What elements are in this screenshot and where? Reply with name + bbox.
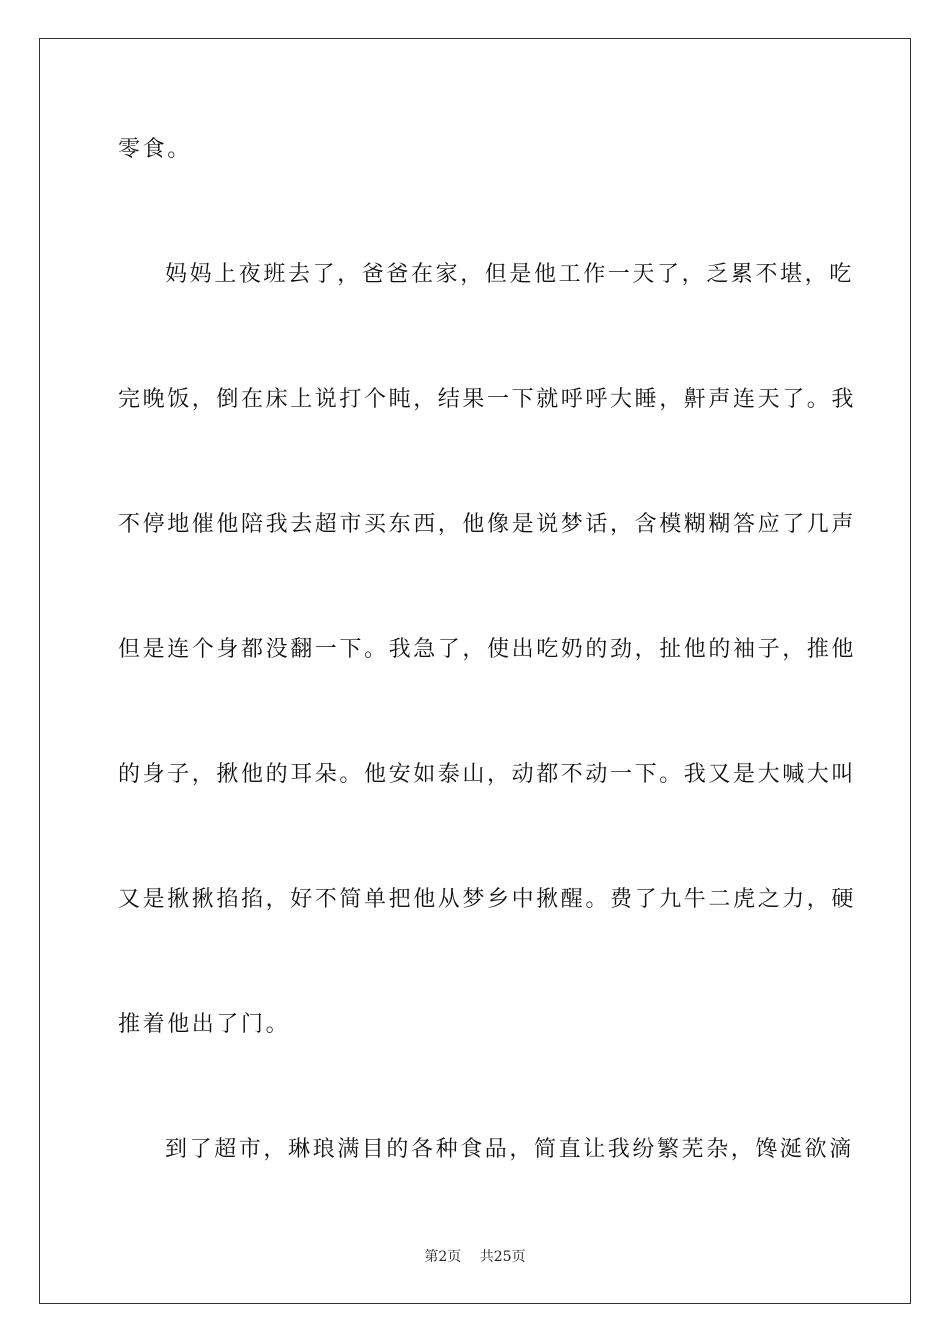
page-footer	[0, 1248, 950, 1266]
text-line: 的身子，揪他的耳朵。他安如泰山，动都不动一下。我又是大喊大叫	[118, 762, 857, 787]
text-line: 但是连个身都没翻一下。我急了，使出吃奶的劲，扯他的袖子，推他	[118, 637, 857, 662]
page-total: 共25页	[479, 1249, 526, 1265]
text-line: 不停地催他陪我去超市买东西，他像是说梦话，含模糊糊答应了几声	[118, 512, 857, 537]
page-number: 第2页	[424, 1249, 462, 1265]
text-line: 完晚饭，倒在床上说打个盹，结果一下就呼呼大睡，鼾声连天了。我	[118, 387, 857, 412]
text-line: 推着他出了门。	[118, 1012, 291, 1037]
text-line: 妈妈上夜班去了，爸爸在家，但是他工作一天了，乏累不堪，吃	[165, 262, 854, 287]
text-line: 到了超市，琳琅满目的各种食品，简直让我纷繁芜杂，馋涎欲滴	[165, 1137, 854, 1162]
text-line: 又是揪揪掐掐，好不简单把他从梦乡中揪醒。费了九牛二虎之力，硬	[118, 887, 857, 912]
text-line: 零食。	[118, 137, 192, 162]
page-border	[39, 38, 911, 1304]
